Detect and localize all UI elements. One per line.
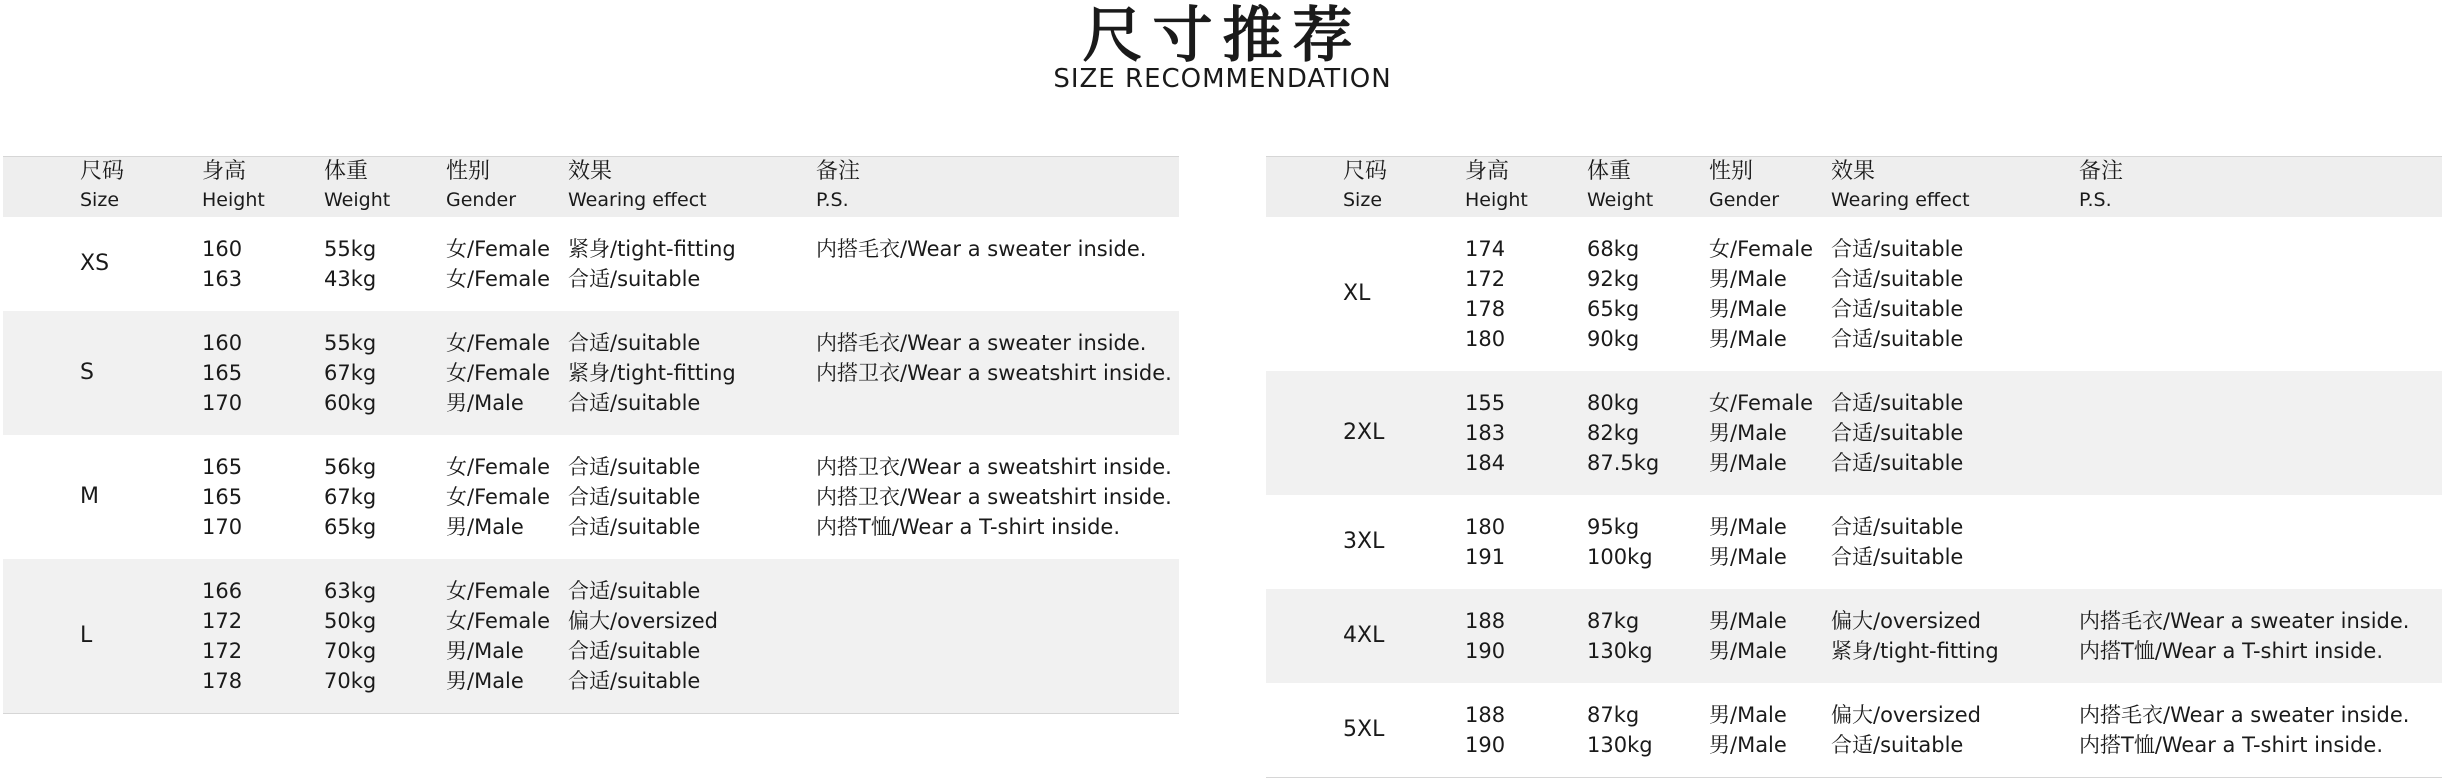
ps-value: 内搭卫衣/Wear a sweatshirt inside. — [816, 455, 1172, 479]
height-value: 190 — [1465, 639, 1506, 663]
weight-value-column — [324, 452, 376, 542]
gender-value: 女/Female — [446, 579, 551, 603]
height-value: 160 — [202, 331, 243, 355]
weight-value: 67kg — [324, 485, 377, 509]
effect-value: 合适/suitable — [1831, 451, 1964, 475]
height-value: 190 — [1465, 733, 1506, 757]
effect-value-column — [1831, 606, 1999, 666]
weight-value: 55kg — [324, 331, 377, 355]
header-gender-en: Gender — [446, 189, 517, 211]
weight-value: 60kg — [324, 391, 377, 415]
ps-value: 内搭毛衣/Wear a sweater inside. — [2079, 703, 2410, 727]
gender-value-column — [446, 328, 550, 418]
weight-value: 100kg — [1587, 545, 1653, 569]
gender-value-column — [446, 452, 550, 542]
height-value: 191 — [1465, 545, 1506, 569]
weight-value: 55kg — [324, 237, 377, 261]
header-size-cn: 尺码 — [80, 159, 125, 184]
size-table-left — [3, 156, 1179, 714]
weight-value: 67kg — [324, 361, 377, 385]
weight-value: 95kg — [1587, 515, 1640, 539]
effect-value: 合适/suitable — [1831, 267, 1964, 291]
effect-value: 合适/suitable — [1831, 733, 1964, 757]
header-ps-cn: 备注 — [2079, 159, 2124, 184]
size-group-row — [1266, 683, 2442, 777]
effect-value: 合适/suitable — [568, 669, 701, 693]
ps-value: 内搭卫衣/Wear a sweatshirt inside. — [816, 485, 1172, 509]
gender-value: 男/Male — [446, 639, 524, 663]
height-value: 170 — [202, 391, 243, 415]
ps-value — [816, 264, 1146, 294]
header-height-cn: 身高 — [1465, 159, 1510, 184]
height-value: 178 — [202, 669, 243, 693]
gender-value: 男/Male — [1709, 421, 1787, 445]
ps-value-column — [816, 328, 1172, 418]
weight-value: 130kg — [1587, 639, 1653, 663]
weight-value-column — [324, 576, 376, 696]
weight-value: 92kg — [1587, 267, 1640, 291]
weight-value: 82kg — [1587, 421, 1640, 445]
height-value: 180 — [1465, 515, 1506, 539]
size-label: 5XL — [1343, 717, 1385, 742]
gender-value: 女/Female — [446, 609, 551, 633]
weight-value-column — [1587, 700, 1653, 760]
header-effect-en: Wearing effect — [568, 189, 707, 211]
effect-value: 合适/suitable — [568, 639, 701, 663]
effect-value: 紧身/tight-fitting — [568, 361, 736, 385]
weight-value: 68kg — [1587, 237, 1640, 261]
effect-value: 合适/suitable — [568, 579, 701, 603]
gender-value: 女/Female — [1709, 237, 1814, 261]
weight-value-column — [324, 328, 376, 418]
gender-value: 女/Female — [1709, 391, 1814, 415]
gender-value-column — [1709, 388, 1813, 478]
effect-value-column — [568, 576, 718, 696]
gender-value-column — [446, 234, 550, 294]
size-label: XS — [80, 251, 110, 276]
gender-value: 男/Male — [1709, 267, 1787, 291]
size-label: XL — [1343, 281, 1371, 306]
header-height-en: Height — [202, 189, 265, 211]
size-group-row — [1266, 217, 2442, 371]
height-value: 155 — [1465, 391, 1506, 415]
size-label: 2XL — [1343, 420, 1385, 445]
height-value-column — [1465, 388, 1505, 478]
effect-value-column — [568, 234, 736, 294]
height-value: 172 — [202, 639, 243, 663]
effect-value: 合适/suitable — [1831, 237, 1964, 261]
weight-value: 65kg — [324, 515, 377, 539]
ps-value: 内搭毛衣/Wear a sweater inside. — [816, 331, 1147, 355]
effect-value: 偏大/oversized — [568, 609, 718, 633]
height-value: 180 — [1465, 327, 1506, 351]
height-value: 163 — [202, 267, 243, 291]
size-label: M — [80, 484, 99, 509]
height-value: 183 — [1465, 421, 1506, 445]
effect-value-column — [1831, 700, 1981, 760]
effect-value: 合适/suitable — [1831, 515, 1964, 539]
header-weight-cn: 体重 — [324, 159, 369, 184]
ps-value-column — [2079, 700, 2409, 760]
weight-value-column — [324, 234, 376, 294]
height-value: 170 — [202, 515, 243, 539]
height-value-column — [202, 576, 242, 696]
header-ps-cn: 备注 — [816, 159, 861, 184]
ps-value: 内搭毛衣/Wear a sweater inside. — [2079, 609, 2410, 633]
effect-value: 合适/suitable — [568, 455, 701, 479]
gender-value: 男/Male — [446, 669, 524, 693]
table-header — [1266, 157, 2442, 217]
height-value: 174 — [1465, 237, 1506, 261]
weight-value: 50kg — [324, 609, 377, 633]
gender-value-column — [1709, 234, 1813, 354]
header-gender-cn: 性别 — [446, 159, 491, 184]
size-group-row — [1266, 495, 2442, 589]
size-group-row — [3, 217, 1179, 311]
gender-value: 男/Male — [446, 515, 524, 539]
table-body — [3, 217, 1179, 713]
weight-value: 43kg — [324, 267, 377, 291]
size-group-row — [1266, 371, 2442, 495]
header-size-en: Size — [80, 189, 120, 211]
header-weight-en: Weight — [1587, 189, 1654, 211]
height-value-column — [202, 234, 242, 294]
weight-value: 130kg — [1587, 733, 1653, 757]
ps-value: 内搭T恤/Wear a T-shirt inside. — [816, 515, 1121, 539]
height-value: 165 — [202, 455, 243, 479]
height-value-column — [202, 328, 242, 418]
size-label: 3XL — [1343, 529, 1385, 554]
ps-value-column — [816, 452, 1172, 542]
header-weight-cn: 体重 — [1587, 159, 1632, 184]
size-table-right — [1266, 156, 2442, 778]
height-value: 172 — [202, 609, 243, 633]
size-label: S — [80, 360, 94, 385]
size-group-row — [3, 435, 1179, 559]
effect-value-column — [1831, 512, 1963, 572]
ps-value — [816, 388, 1172, 418]
weight-value: 63kg — [324, 579, 377, 603]
table-body — [1266, 217, 2442, 777]
effect-value: 合适/suitable — [568, 331, 701, 355]
weight-value: 80kg — [1587, 391, 1640, 415]
weight-value: 65kg — [1587, 297, 1640, 321]
size-label: L — [80, 623, 93, 648]
height-value: 172 — [1465, 267, 1506, 291]
header-ps-en: P.S. — [816, 189, 849, 211]
effect-value: 紧身/tight-fitting — [568, 237, 736, 261]
size-group-row — [3, 311, 1179, 435]
page-subtitle: SIZE RECOMMENDATION — [1053, 64, 1392, 94]
effect-value: 合适/suitable — [1831, 327, 1964, 351]
gender-value: 女/Female — [446, 267, 551, 291]
ps-value-column — [2079, 606, 2409, 666]
gender-value: 男/Male — [1709, 639, 1787, 663]
effect-value: 合适/suitable — [568, 515, 701, 539]
weight-value-column — [1587, 388, 1659, 478]
gender-value: 女/Female — [446, 331, 551, 355]
header-size-cn: 尺码 — [1343, 159, 1388, 184]
weight-value: 90kg — [1587, 327, 1640, 351]
size-group-row — [3, 559, 1179, 713]
gender-value: 男/Male — [1709, 703, 1787, 727]
gender-value: 男/Male — [1709, 297, 1787, 321]
effect-value-column — [1831, 234, 1963, 354]
gender-value: 女/Female — [446, 485, 551, 509]
height-value-column — [1465, 512, 1505, 572]
gender-value: 男/Male — [1709, 515, 1787, 539]
height-value: 184 — [1465, 451, 1506, 475]
gender-value-column — [1709, 606, 1787, 666]
weight-value-column — [1587, 234, 1639, 354]
weight-value: 87kg — [1587, 703, 1640, 727]
ps-value: 内搭T恤/Wear a T-shirt inside. — [2079, 733, 2384, 757]
gender-value: 女/Female — [446, 455, 551, 479]
weight-value: 56kg — [324, 455, 377, 479]
height-value: 165 — [202, 485, 243, 509]
effect-value-column — [568, 328, 736, 418]
ps-value: 内搭毛衣/Wear a sweater inside. — [816, 237, 1147, 261]
weight-value: 70kg — [324, 639, 377, 663]
header-effect-cn: 效果 — [568, 159, 613, 184]
ps-value-column — [816, 234, 1146, 294]
effect-value: 合适/suitable — [1831, 297, 1964, 321]
gender-value-column — [446, 576, 550, 696]
height-value: 166 — [202, 579, 243, 603]
effect-value-column — [568, 452, 700, 542]
weight-value-column — [1587, 606, 1653, 666]
gender-value: 男/Male — [1709, 609, 1787, 633]
weight-value: 87kg — [1587, 609, 1640, 633]
page-title: 尺寸推荐 — [1082, 1, 1363, 71]
gender-value: 男/Male — [1709, 733, 1787, 757]
size-group-row — [1266, 589, 2442, 683]
effect-value: 紧身/tight-fitting — [1831, 639, 1999, 663]
effect-value: 偏大/oversized — [1831, 703, 1981, 727]
gender-value-column — [1709, 700, 1787, 760]
gender-value: 男/Male — [1709, 451, 1787, 475]
header-gender-en: Gender — [1709, 189, 1780, 211]
effect-value: 合适/suitable — [568, 485, 701, 509]
height-value-column — [1465, 700, 1505, 760]
ps-value: 内搭T恤/Wear a T-shirt inside. — [2079, 639, 2384, 663]
gender-value-column — [1709, 512, 1787, 572]
header-effect-en: Wearing effect — [1831, 189, 1970, 211]
gender-value: 男/Male — [1709, 327, 1787, 351]
header-gender-cn: 性别 — [1709, 159, 1754, 184]
height-value: 188 — [1465, 703, 1506, 727]
effect-value: 偏大/oversized — [1831, 609, 1981, 633]
effect-value-column — [1831, 388, 1963, 478]
height-value: 188 — [1465, 609, 1506, 633]
header-effect-cn: 效果 — [1831, 159, 1876, 184]
height-value: 160 — [202, 237, 243, 261]
header-height-en: Height — [1465, 189, 1528, 211]
effect-value: 合适/suitable — [568, 391, 701, 415]
gender-value: 女/Female — [446, 237, 551, 261]
gender-value: 女/Female — [446, 361, 551, 385]
header-height-cn: 身高 — [202, 159, 247, 184]
gender-value: 男/Male — [446, 391, 524, 415]
effect-value: 合适/suitable — [568, 267, 701, 291]
gender-value: 男/Male — [1709, 545, 1787, 569]
effect-value: 合适/suitable — [1831, 391, 1964, 415]
header-weight-en: Weight — [324, 189, 391, 211]
effect-value: 合适/suitable — [1831, 421, 1964, 445]
weight-value: 87.5kg — [1587, 451, 1660, 475]
table-header — [3, 157, 1179, 217]
header-ps-en: P.S. — [2079, 189, 2112, 211]
height-value-column — [1465, 606, 1505, 666]
weight-value: 70kg — [324, 669, 377, 693]
height-value-column — [202, 452, 242, 542]
header-size-en: Size — [1343, 189, 1383, 211]
weight-value-column — [1587, 512, 1653, 572]
height-value-column — [1465, 234, 1505, 354]
effect-value: 合适/suitable — [1831, 545, 1964, 569]
height-value: 165 — [202, 361, 243, 385]
height-value: 178 — [1465, 297, 1506, 321]
ps-value: 内搭卫衣/Wear a sweatshirt inside. — [816, 361, 1172, 385]
size-label: 4XL — [1343, 623, 1385, 648]
